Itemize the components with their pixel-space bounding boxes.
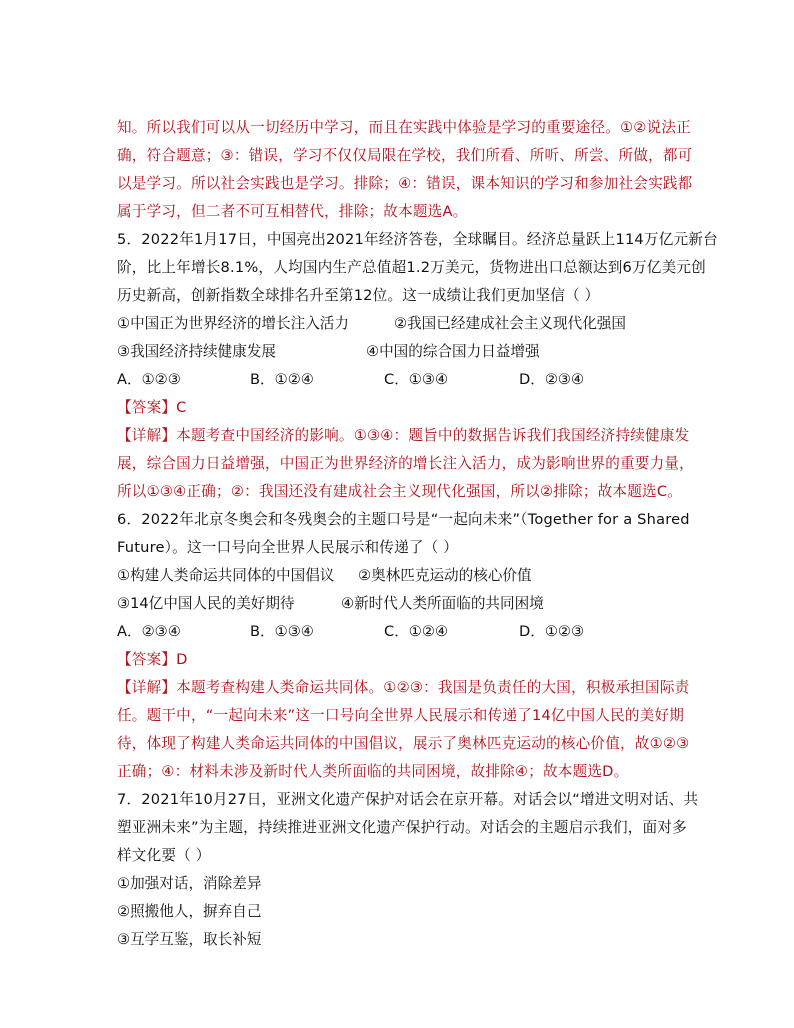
- q5-stem-line-3: 历史新高，创新指数全球排名升至第12位。这一成绩让我们更加坚信（ ）: [117, 287, 600, 304]
- q7-stem-line-1: 7．2021年10月27日，亚洲文化遗产保护对话会在京开幕。对话会以“增进文明对话、共: [117, 791, 699, 808]
- intro-line-4: 属于学习，但二者不可互相替代，排除；故本题选A。: [117, 203, 468, 220]
- q6-option-3: ③14亿中国人民的美好期待: [117, 595, 295, 612]
- q6-detail-line-2: 任。题干中，“一起向未来”这一口号向全世界人民展示和传递了14亿中国人民的美好期: [117, 707, 685, 724]
- q7-option-2: ②照搬他人，摒弃自己: [117, 903, 262, 920]
- q5-detail-line-2: 展，综合国力日益增强，中国正为世界经济的增长注入活力，成为影响世界的重要力量，: [117, 455, 694, 472]
- q6-choice-a: A．②③④: [117, 623, 181, 640]
- q6-option-2: ②奥林匹克运动的核心价值: [358, 567, 532, 584]
- q5-stem-line-1: 5．2022年1月17日，中国亮出2021年经济答卷，全球瞩目。经济总量跃上114万亿元新台: [117, 231, 718, 248]
- q5-choice-a: A．①②③: [117, 371, 181, 388]
- q7-stem-line-3: 样文化要（ ）: [117, 847, 211, 864]
- intro-line-1: 知。所以我们可以从一切经历中学习，而且在实践中体验是学习的重要途径。①②说法正: [117, 119, 691, 136]
- q7-option-1: ①加强对话，消除差异: [117, 875, 262, 892]
- q6-choice-b: B．①③④: [250, 623, 314, 640]
- q5-stem-line-2: 阶，比上年增长8.1%，人均国内生产总值超1.2万美元，货物进出口总额达到6万亿美元创: [117, 259, 706, 276]
- q6-choice-d: D．①②③: [519, 623, 585, 640]
- q5-option-2: ②我国已经建成社会主义现代化强国: [394, 315, 626, 332]
- q5-option-4: ④中国的综合国力日益增强: [366, 343, 540, 360]
- q5-detail-line-3: 所以①③④正确；②：我国还没有建成社会主义现代化强国，所以②排除；故本题选C。: [117, 483, 683, 500]
- q5-option-3: ③我国经济持续健康发展: [117, 343, 277, 360]
- q6-detail-line-4: 正确；④：材料未涉及新时代人类所面临的共同困境，故排除④；故本题选D。: [117, 763, 629, 780]
- q6-detail-line-1: 【详解】本题考查构建人类命运共同体。①②③：我国是负责任的大国，积极承担国际责: [117, 679, 690, 696]
- q7-stem-line-2: 塑亚洲未来”为主题，持续推进亚洲文化遗产保护行动。对话会的主题启示我们，面对多: [117, 819, 687, 836]
- q7-option-3: ③互学互鉴，取长补短: [117, 931, 262, 948]
- q5-detail-line-1: 【详解】本题考查中国经济的影响。①③④：题旨中的数据告诉我们我国经济持续健康发: [117, 427, 690, 444]
- intro-line-2: 确，符合题意；③：错误，学习不仅仅局限在学校，我们所看、所听、所尝、所做，都可: [117, 147, 693, 164]
- q6-choice-c: C．①②④: [384, 623, 449, 640]
- q6-detail-line-3: 待，体现了构建人类命运共同体的中国倡议，展示了奥林匹克运动的核心价值，故①②③: [117, 735, 690, 752]
- q5-choice-c: C．①③④: [384, 371, 449, 388]
- q5-choice-b: B．①②④: [250, 371, 314, 388]
- q6-answer: 【答案】D: [117, 651, 188, 668]
- q5-option-1: ①中国正为世界经济的增长注入活力: [117, 315, 349, 332]
- q6-option-4: ④新时代人类所面临的共同困境: [341, 595, 544, 612]
- q5-answer: 【答案】C: [117, 399, 187, 416]
- intro-line-3: 以是学习。所以社会实践也是学习。排除；④：错误，课本知识的学习和参加社会实践都: [117, 175, 693, 192]
- q5-choice-d: D．②③④: [519, 371, 585, 388]
- q6-option-1: ①构建人类命运共同体的中国倡议: [117, 567, 335, 584]
- q6-stem-line-2: Future）。这一口号向全世界人民展示和传递了（ ）: [117, 539, 459, 556]
- q6-stem-line-1: 6．2022年北京冬奥会和冬残奥会的主题口号是“一起向未来”（Together for a Shared: [117, 511, 690, 528]
